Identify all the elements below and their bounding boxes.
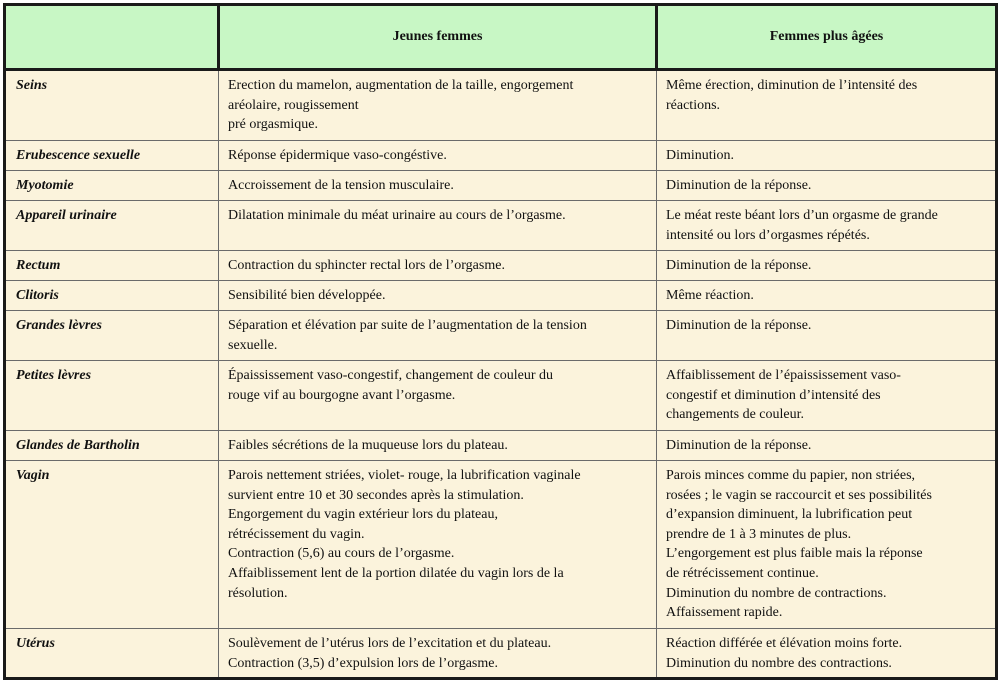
cell-line: réactions. (666, 97, 721, 113)
young-cell (219, 629, 657, 679)
cell-line: Même érection, diminution de l’intensité des (666, 78, 918, 93)
cell-line: Contraction du sphincter rectal lors de l’orgasme. (228, 258, 505, 273)
table-row (5, 141, 997, 171)
young-cell (219, 361, 657, 431)
cell-line: Diminution de la réponse. (666, 318, 812, 333)
cell-line: Diminution. (666, 148, 735, 163)
cell-line: Séparation et élévation par suite de l’augmentation de la tension (228, 318, 587, 333)
older-cell (657, 171, 997, 201)
cell-line: Parois minces comme du papier, non striées, (666, 468, 916, 483)
table-body (5, 70, 997, 679)
cell-line: prendre de 1 à 3 minutes de plus. (666, 526, 852, 542)
older-cell (657, 431, 997, 461)
row-label: Seins (5, 70, 219, 141)
table-row (5, 431, 997, 461)
older-cell (657, 70, 997, 141)
young-cell (219, 171, 657, 201)
cell-line: Faibles sécrétions de la muqueuse lors du plateau. (228, 438, 508, 453)
table-row (5, 311, 997, 361)
older-cell (657, 201, 997, 251)
older-cell (657, 461, 997, 629)
older-cell (657, 629, 997, 679)
row-label: Appareil urinaire (5, 201, 219, 251)
young-cell (219, 431, 657, 461)
cell-line: survient entre 10 et 30 secondes après la stimulation. (228, 487, 524, 503)
young-cell (219, 281, 657, 311)
cell-line: Diminution de la réponse. (666, 438, 812, 453)
cell-line: Diminution de la réponse. (666, 258, 812, 273)
table-row (5, 201, 997, 251)
cell-line: Contraction (3,5) d’expulsion lors de l’orgasme. (228, 655, 498, 671)
cell-line: congestif et diminution d’intensité des (666, 387, 881, 403)
cell-line: Réaction différée et élévation moins forte. (666, 636, 903, 651)
cell-line: aréolaire, rougissement (228, 97, 359, 113)
comparison-table (3, 3, 998, 680)
young-cell (219, 311, 657, 361)
young-cell (219, 141, 657, 171)
young-cell (219, 201, 657, 251)
cell-line: Diminution de la réponse. (666, 178, 812, 193)
cell-line: Contraction (5,6) au cours de l’orgasme. (228, 546, 455, 562)
cell-line: Parois nettement striées, violet- rouge, la lubrification vaginale (228, 468, 581, 483)
cell-line: L’engorgement est plus faible mais la réponse (666, 546, 923, 562)
table-row (5, 281, 997, 311)
cell-line: intensité ou lors d’orgasmes répétés. (666, 227, 870, 243)
cell-line: pré orgasmique. (228, 117, 318, 133)
cell-line: Réponse épidermique vaso-congéstive. (228, 148, 447, 163)
cell-line: Même réaction. (666, 288, 754, 303)
header-older-women: Femmes plus âgées (657, 5, 997, 70)
cell-line: Accroissement de la tension musculaire. (228, 178, 454, 193)
table-row (5, 171, 997, 201)
older-cell (657, 251, 997, 281)
header-row (5, 5, 997, 70)
header-empty (5, 5, 219, 70)
young-cell (219, 461, 657, 629)
table-row (5, 70, 997, 141)
table-row (5, 251, 997, 281)
row-label: Utérus (5, 629, 219, 679)
older-cell (657, 281, 997, 311)
table-row (5, 629, 997, 679)
cell-line: Le méat reste béant lors d’un orgasme de grande (666, 208, 938, 223)
row-label: Grandes lèvres (5, 311, 219, 361)
young-cell (219, 251, 657, 281)
cell-line: Dilatation minimale du méat urinaire au cours de l’orgasme. (228, 208, 566, 223)
row-label: Petites lèvres (5, 361, 219, 431)
row-label: Glandes de Bartholin (5, 431, 219, 461)
row-label: Myotomie (5, 171, 219, 201)
cell-line: changements de couleur. (666, 407, 805, 423)
row-label: Vagin (5, 461, 219, 629)
header-young-women: Jeunes femmes (219, 5, 657, 70)
cell-line: de rétrécissement continue. (666, 565, 819, 581)
row-label: Clitoris (5, 281, 219, 311)
cell-line: Affaiblissement de l’épaississement vaso- (666, 368, 901, 383)
cell-line: rouge vif au bourgogne avant l’orgasme. (228, 387, 456, 403)
cell-line: Erection du mamelon, augmentation de la taille, engorgement (228, 78, 574, 93)
cell-line: Affaiblissement lent de la portion dilatée du vagin lors de la (228, 565, 564, 581)
cell-line: Affaissement rapide. (666, 605, 783, 621)
cell-line: Sensibilité bien développée. (228, 288, 386, 303)
cell-line: Engorgement du vagin extérieur lors du plateau, (228, 507, 498, 523)
cell-line: Épaississement vaso-congestif, changement de couleur du (228, 368, 554, 383)
young-cell (219, 70, 657, 141)
comparison-table-container (3, 3, 995, 680)
cell-line: rétrécissement du vagin. (228, 526, 365, 542)
older-cell (657, 141, 997, 171)
older-cell (657, 361, 997, 431)
row-label: Erubescence sexuelle (5, 141, 219, 171)
cell-line: résolution. (228, 585, 288, 601)
cell-line: Diminution du nombre des contractions. (666, 655, 892, 671)
cell-line: Diminution du nombre de contractions. (666, 585, 887, 601)
table-row (5, 361, 997, 431)
row-label: Rectum (5, 251, 219, 281)
cell-line: Soulèvement de l’utérus lors de l’excitation et du plateau. (228, 636, 552, 651)
cell-line: d’expansion diminuent, la lubrification peut (666, 507, 913, 523)
cell-line: rosées ; le vagin se raccourcit et ses possibilités (666, 487, 932, 503)
cell-line: sexuelle. (228, 337, 278, 353)
older-cell (657, 311, 997, 361)
table-row (5, 461, 997, 629)
